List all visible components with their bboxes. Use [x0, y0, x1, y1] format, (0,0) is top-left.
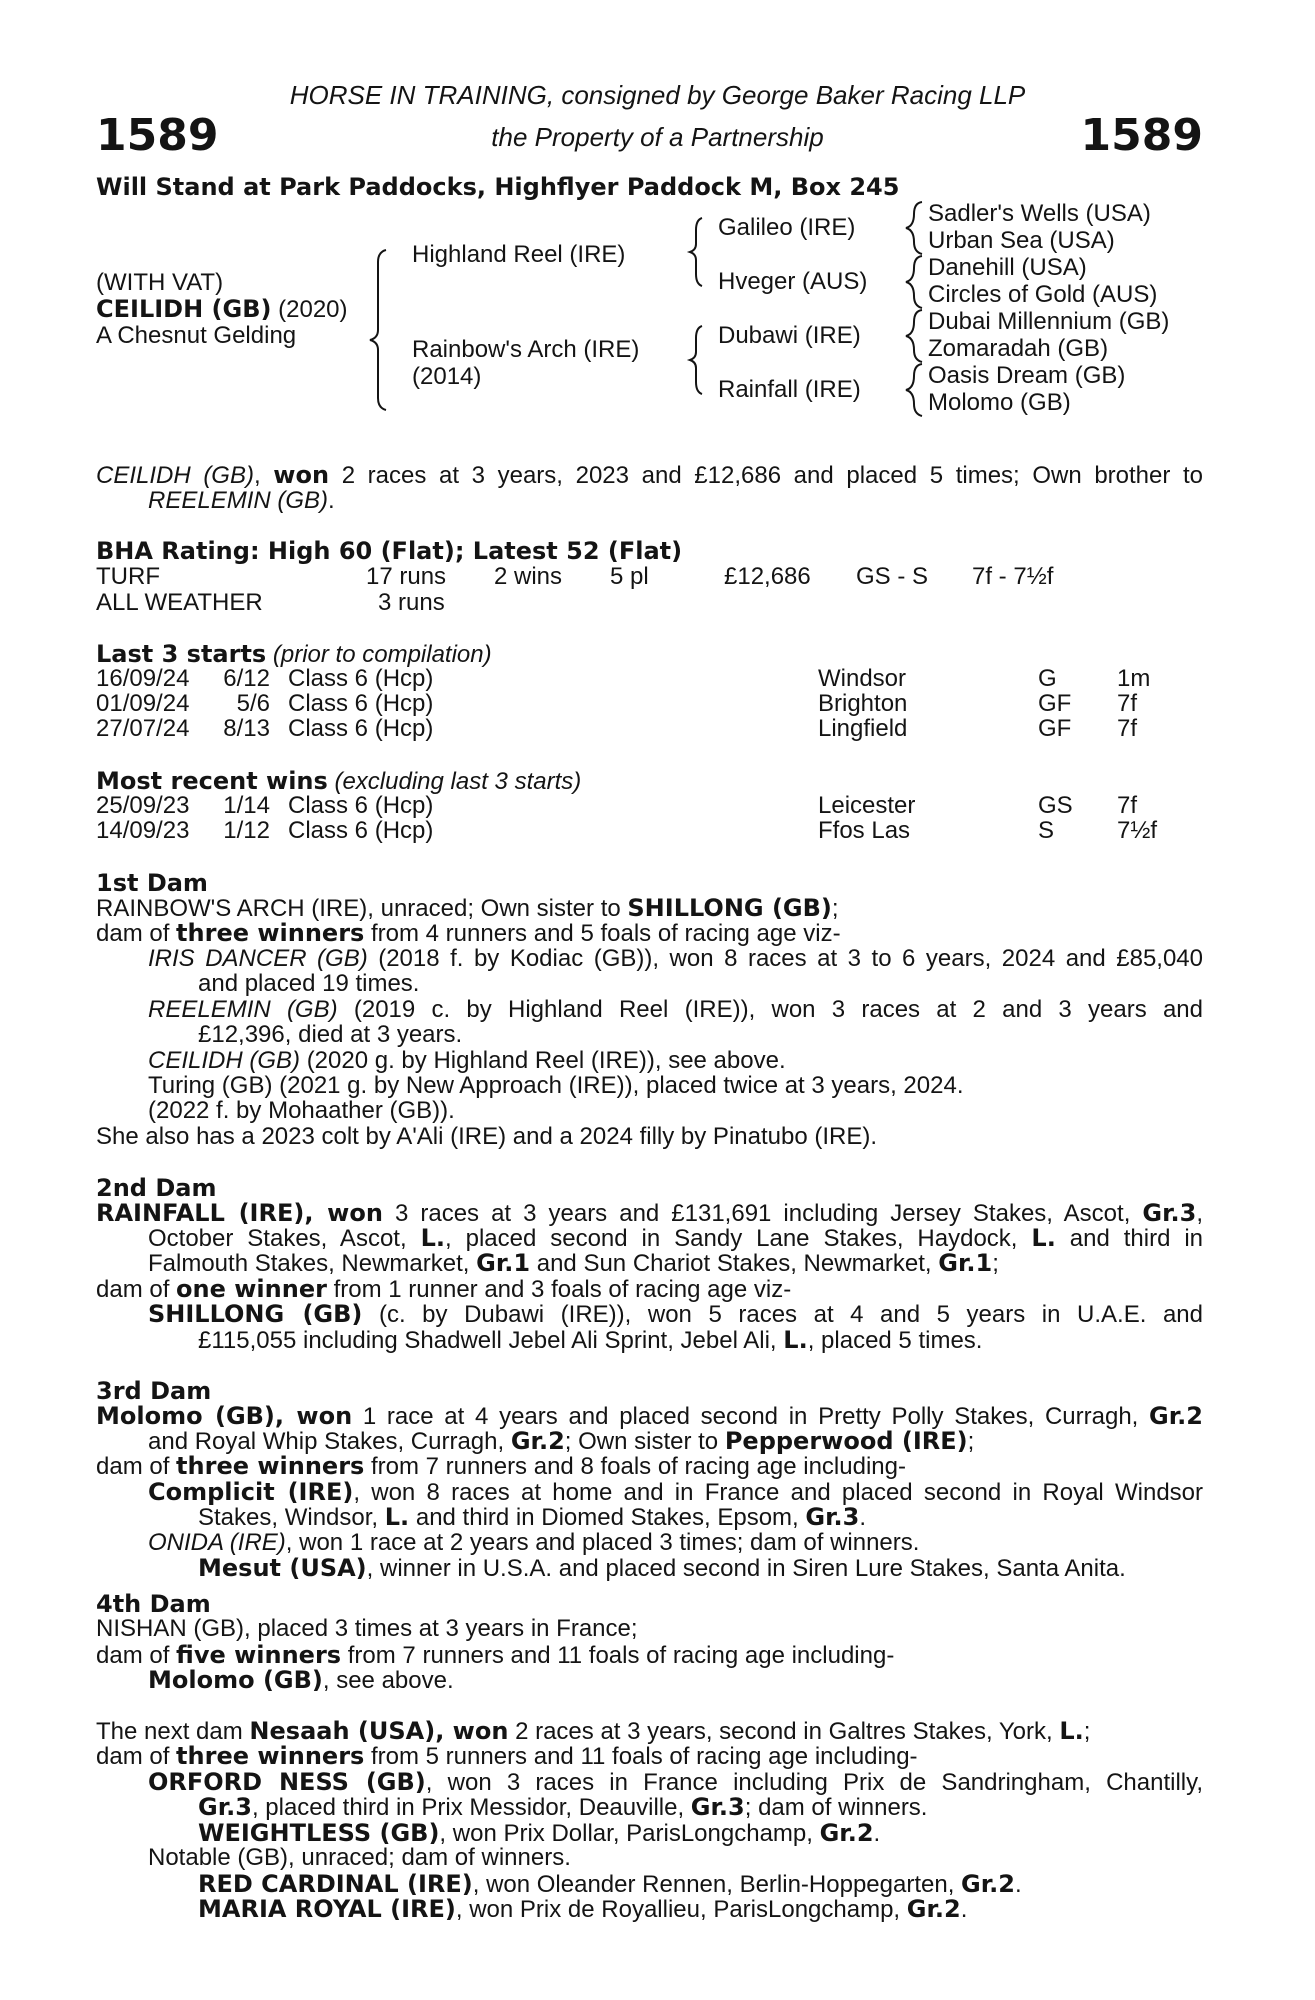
red-cardinal-line: RED CARDINAL (IRE), won Oleander Rennen, Berlin-Hoppegarten, Gr.2.: [198, 1870, 1022, 1898]
produce-iris-dancer: IRIS DANCER (GB) (2018 f. by Kodiac (GB)), won 8 races at 3 to 6 years, 2024 and £85,040: [148, 945, 1203, 972]
molomo-line-1: Molomo (GB), won 1 race at 4 years and placed second in Pretty Polly Stakes, Curragh, Gr.2: [96, 1402, 1203, 1430]
dam-sire: Dubawi (IRE): [718, 322, 861, 349]
last-starts-heading: Last 3 starts (prior to compilation): [96, 640, 492, 668]
orford-ness-line-2: Gr.3, placed third in Prix Messidor, Deauville, Gr.3; dam of winners.: [198, 1793, 928, 1821]
ggs-2: Urban Sea (USA): [928, 227, 1115, 254]
next-dam-line-1: The next dam Nesaah (USA), won 2 races at 3 years, second in Galtres Stakes, York, L.;: [96, 1717, 1091, 1745]
fourth-dam-heading: 4th Dam: [96, 1590, 211, 1618]
ggs-3: Danehill (USA): [928, 254, 1087, 281]
bha-rating: BHA Rating: High 60 (Flat); Latest 52 (Flat): [96, 537, 683, 565]
rainfall-line-2: October Stakes, Ascot, L., placed second in Sandy Lane Stakes, Haydock, L. and third in: [148, 1224, 1204, 1252]
summary-brother-line: REELEMIN (GB).: [148, 487, 335, 514]
complicit-line-2: Stakes, Windsor, L. and third in Diomed Stakes, Epsom, Gr.3.: [198, 1503, 866, 1531]
sire-dam: Hveger (AUS): [718, 268, 868, 295]
next-dam-produce-summary: dam of three winners from 5 runners and 11 foals of racing age including-: [96, 1742, 918, 1770]
horse-year: (2020): [278, 296, 348, 323]
ggs-7: Oasis Dream (GB): [928, 362, 1126, 389]
first-dam-heading: 1st Dam: [96, 869, 208, 897]
weightless-line: WEIGHTLESS (GB), won Prix Dollar, ParisLongchamp, Gr.2.: [198, 1819, 881, 1847]
rainfall-line-3: Falmouth Stakes, Newmarket, Gr.1 and Sun Chariot Stakes, Newmarket, Gr.1;: [148, 1249, 999, 1277]
first-dam-line-1: RAINBOW'S ARCH (IRE), unraced; Own sister to SHILLONG (GB);: [96, 894, 839, 922]
ggs-bracket-3: [906, 310, 922, 362]
lot-number-left: 1589: [96, 110, 219, 161]
race-summary: CEILIDH (GB), won 2 races at 3 years, 2023 and £12,686 and placed 5 times; Own brother to: [96, 461, 1204, 489]
ggs-5: Dubai Millennium (GB): [928, 308, 1170, 335]
dam: Rainbow's Arch (IRE): [412, 336, 640, 363]
produce-turing: Turing (GB) (2021 g. by New Approach (IRE)), placed twice at 3 years, 2024.: [148, 1072, 964, 1099]
nishan-line: NISHAN (GB), placed 3 times at 3 years in France;: [96, 1615, 638, 1642]
rainfall-produce-summary: dam of one winner from 1 runner and 3 foals of racing age viz-: [96, 1275, 792, 1303]
sire-sire: Galileo (IRE): [718, 214, 856, 241]
lot-number-right: 1589: [1080, 110, 1203, 161]
younger-produce: She also has a 2023 colt by A'Ali (IRE) and a 2024 filly by Pinatubo (IRE).: [96, 1123, 878, 1150]
sire: Highland Reel (IRE): [412, 241, 626, 268]
dam-bracket: [690, 326, 702, 394]
stand-location: Will Stand at Park Paddocks, Highflyer Paddock M, Box 245: [96, 173, 900, 201]
shillong-line-1: SHILLONG (GB) (c. by Dubawi (IRE)), won 5 races at 4 and 5 years in U.A.E. and: [148, 1300, 1203, 1328]
molomo-produce-summary: dam of three winners from 7 runners and 8 foals of racing age including-: [96, 1452, 906, 1480]
produce-reelemin: REELEMIN (GB) (2019 c. by Highland Reel (IRE)), won 3 races at 2 and 3 years and: [148, 996, 1203, 1023]
nishan-produce-summary: dam of five winners from 7 runners and 11 foals of racing age including-: [96, 1641, 895, 1669]
orford-ness-line-1: ORFORD NESS (GB), won 3 races in France including Prix de Sandringham, Chantilly,: [148, 1768, 1203, 1796]
sire-bracket: [690, 218, 702, 286]
horse-heading: [96, 296, 348, 323]
ggs-bracket-1: [906, 202, 922, 254]
shillong-line-2: £115,055 including Shadwell Jebel Ali Sprint, Jebel Ali, L., placed 5 times.: [198, 1326, 983, 1354]
ggs-1: Sadler's Wells (USA): [928, 200, 1151, 227]
dam-year: (2014): [412, 363, 482, 390]
recent-wins-heading: Most recent wins (excluding last 3 starts): [96, 767, 582, 795]
ggs-4: Circles of Gold (AUS): [928, 281, 1158, 308]
horse-name: CEILIDH (GB): [96, 295, 272, 323]
produce-ceilidh: CEILIDH (GB) (2020 g. by Highland Reel (IRE)), see above.: [148, 1047, 786, 1074]
rainfall-line-1: RAINFALL (IRE), won 3 races at 3 years and £131,691 including Jersey Stakes, Ascot, Gr.3,: [96, 1199, 1204, 1227]
horse-description: A Chesnut Gelding: [96, 322, 297, 349]
nishan-molomo-line: Molomo (GB), see above.: [148, 1666, 454, 1694]
main-bracket: [370, 250, 386, 410]
property-line: the Property of a Partnership: [491, 122, 824, 152]
molomo-line-2: and Royal Whip Stakes, Curragh, Gr.2; Own sister to Pepperwood (IRE);: [148, 1427, 975, 1455]
produce-2022-filly: (2022 f. by Mohaather (GB)).: [148, 1097, 455, 1124]
ggs-8: Molomo (GB): [928, 389, 1071, 416]
ggs-bracket-2: [906, 256, 922, 308]
dam-dam: Rainfall (IRE): [718, 376, 861, 403]
vat-note: (WITH VAT): [96, 269, 224, 296]
summary-name: CEILIDH (GB): [96, 462, 254, 489]
ggs-6: Zomaradah (GB): [928, 335, 1109, 362]
first-dam-line-2: dam of three winners from 4 runners and 5 foals of racing age viz-: [96, 919, 841, 947]
notable-line: Notable (GB), unraced; dam of winners.: [148, 1844, 571, 1871]
complicit-line-1: Complicit (IRE), won 8 races at home and in France and placed second in Royal Windsor: [148, 1478, 1204, 1506]
maria-royal-line: MARIA ROYAL (IRE), won Prix de Royallieu, ParisLongchamp, Gr.2.: [198, 1895, 968, 1923]
mesut-line: Mesut (USA), winner in U.S.A. and placed second in Siren Lure Stakes, Santa Anita.: [198, 1554, 1126, 1582]
onida-line: ONIDA (IRE), won 1 race at 2 years and placed 3 times; dam of winners.: [148, 1529, 920, 1556]
consignor-line: HORSE IN TRAINING, consigned by George Baker Racing LLP: [289, 80, 1026, 110]
ggs-bracket-4: [906, 364, 922, 416]
second-dam-heading: 2nd Dam: [96, 1174, 217, 1202]
third-dam-heading: 3rd Dam: [96, 1377, 212, 1405]
